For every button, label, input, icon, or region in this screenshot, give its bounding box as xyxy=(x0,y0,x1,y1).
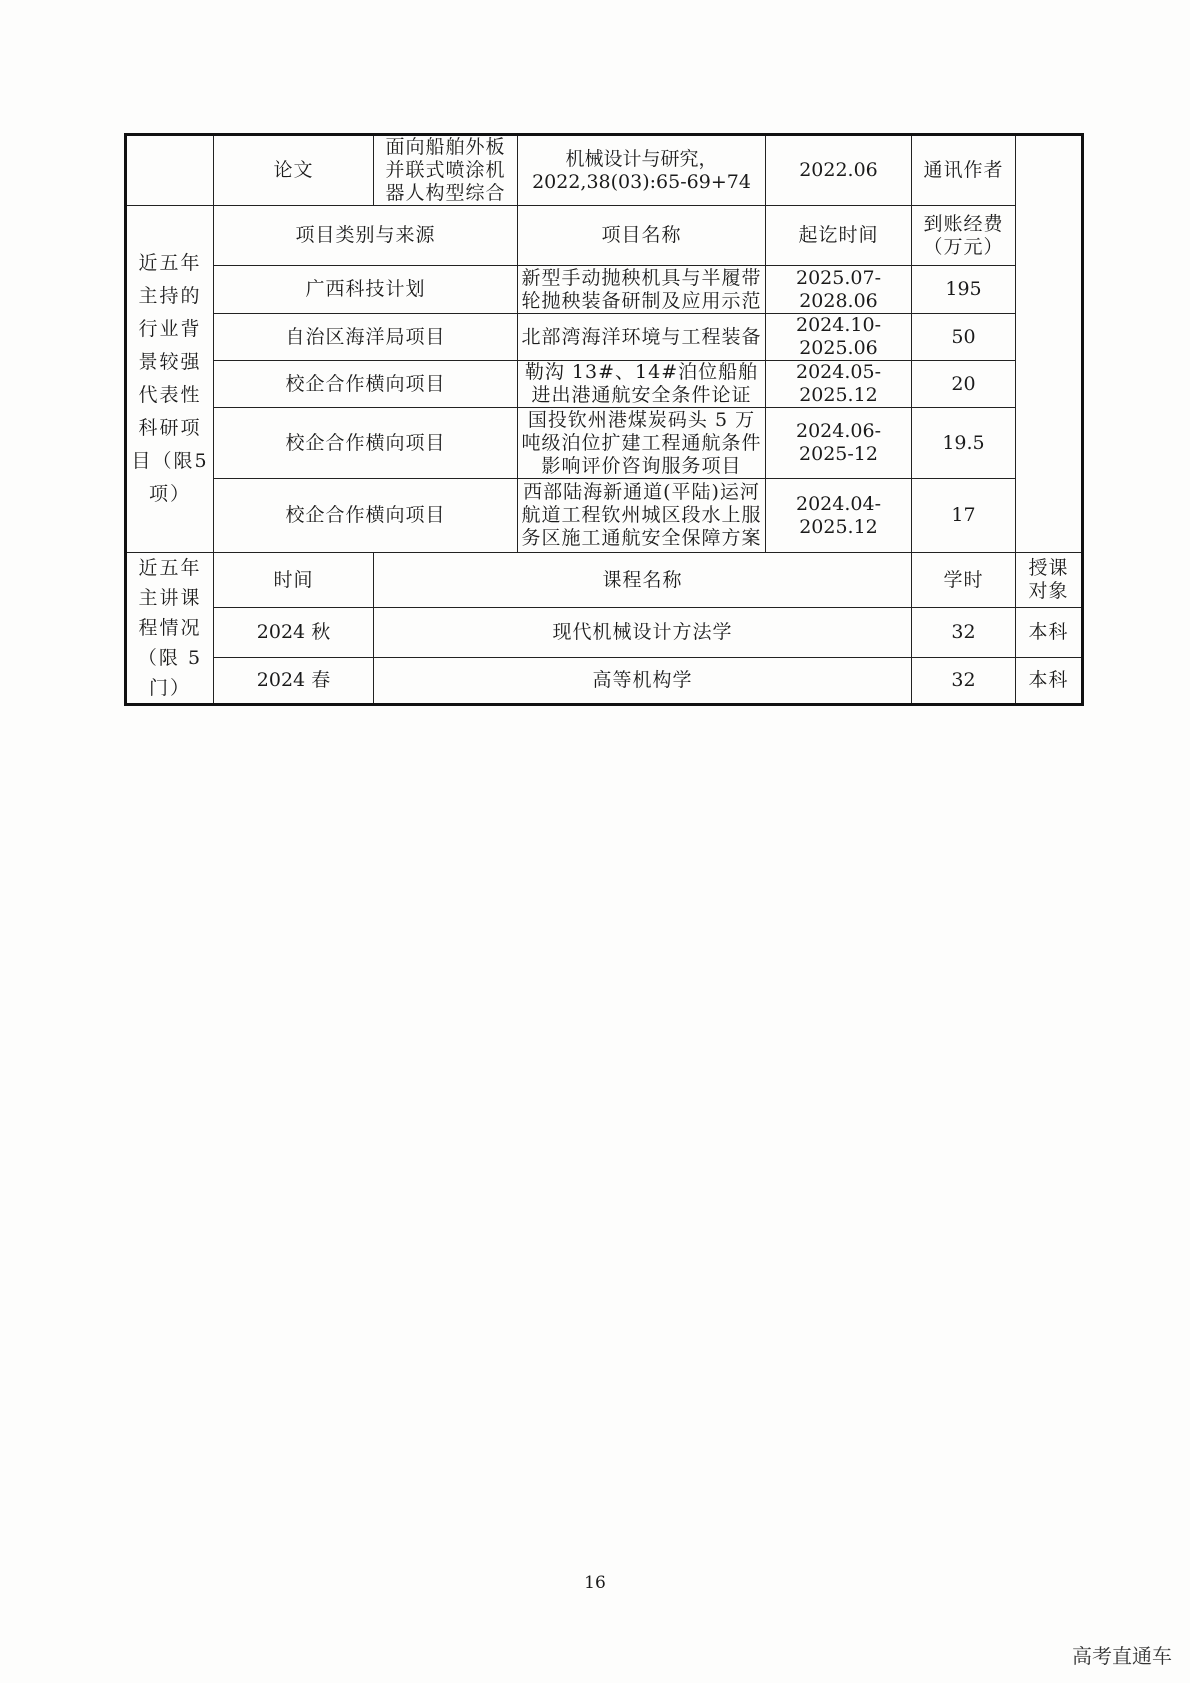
project-source: 自治区海洋局项目 xyxy=(214,314,518,361)
resume-table xyxy=(124,133,1084,706)
paper-journal: 机械设计与研究，2022,38(03):65-69+74 xyxy=(518,135,766,206)
project-source: 校企合作横向项目 xyxy=(214,361,518,408)
paper-row xyxy=(126,135,1083,206)
project-row xyxy=(126,314,1083,361)
courses-header-row xyxy=(126,553,1083,608)
project-period: 2024.05-2025.12 xyxy=(766,361,912,408)
courses-header-hours: 学时 xyxy=(912,553,1016,608)
project-source: 广西科技计划 xyxy=(214,266,518,314)
project-row xyxy=(126,479,1083,553)
course-name: 现代机械设计方法学 xyxy=(374,608,912,657)
project-name: 北部湾海洋环境与工程装备 xyxy=(518,314,766,361)
course-hours: 32 xyxy=(912,657,1016,704)
course-audience: 本科 xyxy=(1016,657,1083,704)
courses-header-audience: 授课对象 xyxy=(1016,553,1083,608)
projects-header-funding: 到账经费（万元） xyxy=(912,206,1016,266)
project-name: 新型手动抛秧机具与半履带轮抛秧装备研制及应用示范 xyxy=(518,266,766,314)
page-number: 16 xyxy=(584,1573,606,1593)
project-funding: 50 xyxy=(912,314,1016,361)
project-name: 西部陆海新通道(平陆)运河航道工程钦州城区段水上服务区施工通航安全保障方案 xyxy=(518,479,766,553)
course-audience: 本科 xyxy=(1016,608,1083,657)
project-funding: 17 xyxy=(912,479,1016,553)
course-name: 高等机构学 xyxy=(374,657,912,704)
courses-header-name: 课程名称 xyxy=(374,553,912,608)
paper-date: 2022.06 xyxy=(766,135,912,206)
projects-header-source: 项目类别与来源 xyxy=(214,206,518,266)
empty-cell xyxy=(126,135,214,206)
projects-section-label: 近五年主持的行业背景较强代表性科研项目（限5项） xyxy=(126,206,214,553)
project-row xyxy=(126,408,1083,479)
project-period: 2024.10-2025.06 xyxy=(766,314,912,361)
project-period: 2024.06-2025-12 xyxy=(766,408,912,479)
course-time: 2024 春 xyxy=(214,657,374,704)
courses-section-label: 近五年主讲课程情况（限 5 门） xyxy=(126,553,214,705)
project-row xyxy=(126,266,1083,314)
project-funding: 195 xyxy=(912,266,1016,314)
projects-header-row xyxy=(126,206,1083,266)
course-row xyxy=(126,657,1083,704)
project-funding: 20 xyxy=(912,361,1016,408)
project-source: 校企合作横向项目 xyxy=(214,408,518,479)
courses-header-time: 时间 xyxy=(214,553,374,608)
project-row xyxy=(126,361,1083,408)
paper-type: 论文 xyxy=(214,135,374,206)
course-hours: 32 xyxy=(912,608,1016,657)
project-source: 校企合作横向项目 xyxy=(214,479,518,553)
course-time: 2024 秋 xyxy=(214,608,374,657)
course-row xyxy=(126,608,1083,657)
project-period: 2024.04-2025.12 xyxy=(766,479,912,553)
project-name: 国投钦州港煤炭码头 5 万吨级泊位扩建工程通航条件影响评价咨询服务项目 xyxy=(518,408,766,479)
paper-role: 通讯作者 xyxy=(912,135,1016,206)
project-funding: 19.5 xyxy=(912,408,1016,479)
watermark: 高考直通车 xyxy=(1072,1644,1172,1668)
projects-header-period: 起讫时间 xyxy=(766,206,912,266)
projects-header-name: 项目名称 xyxy=(518,206,766,266)
project-name: 勒沟 13#、14#泊位船舶进出港通航安全条件论证 xyxy=(518,361,766,408)
paper-title: 面向船舶外板并联式喷涂机器人构型综合 xyxy=(374,135,518,206)
project-period: 2025.07-2028.06 xyxy=(766,266,912,314)
